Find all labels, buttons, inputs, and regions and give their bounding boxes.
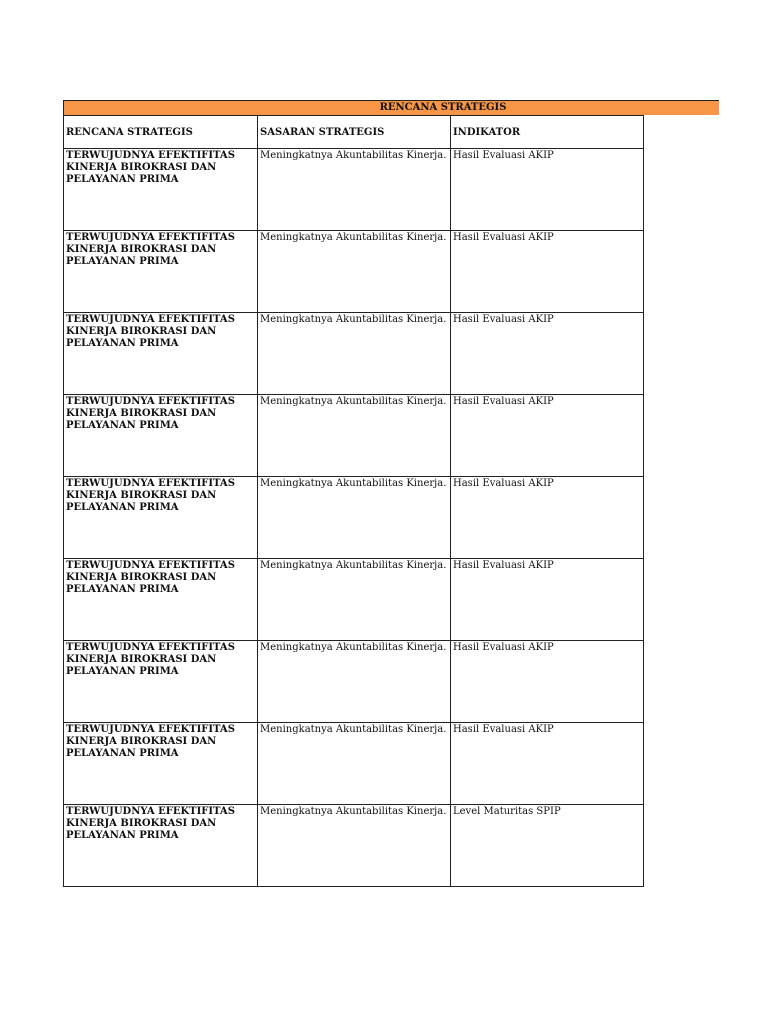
cell-rencana: TERWUJUDNYA EFEKTIFITAS KINERJA BIROKRASI DAN PELAYANAN PRIMA	[64, 559, 258, 641]
cell-sasaran: Meningkatnya Akuntabilitas Kinerja.	[258, 231, 451, 313]
cell-indikator: Level Maturitas SPIP	[451, 805, 644, 887]
cell-rencana: TERWUJUDNYA EFEKTIFITAS KINERJA BIROKRASI DAN PELAYANAN PRIMA	[64, 313, 258, 395]
table-row	[64, 231, 644, 313]
strategic-plan-table	[63, 115, 644, 887]
column-header-indikator: INDIKATOR	[451, 116, 644, 149]
table-row	[64, 723, 644, 805]
cell-indikator: Hasil Evaluasi AKIP	[451, 231, 644, 313]
cell-indikator: Hasil Evaluasi AKIP	[451, 559, 644, 641]
cell-rencana: TERWUJUDNYA EFEKTIFITAS KINERJA BIROKRASI DAN PELAYANAN PRIMA	[64, 641, 258, 723]
table-row	[64, 641, 644, 723]
table-row	[64, 805, 644, 887]
cell-sasaran: Meningkatnya Akuntabilitas Kinerja.	[258, 313, 451, 395]
table-row	[64, 313, 644, 395]
cell-rencana: TERWUJUDNYA EFEKTIFITAS KINERJA BIROKRASI DAN PELAYANAN PRIMA	[64, 805, 258, 887]
table-header-row	[64, 116, 644, 149]
table-body	[64, 116, 644, 887]
cell-sasaran: Meningkatnya Akuntabilitas Kinerja.	[258, 805, 451, 887]
table-row	[64, 395, 644, 477]
cell-indikator: Hasil Evaluasi AKIP	[451, 723, 644, 805]
cell-rencana: TERWUJUDNYA EFEKTIFITAS KINERJA BIROKRASI DAN PELAYANAN PRIMA	[64, 231, 258, 313]
sheet-title: RENCANA STRATEGIS	[379, 102, 507, 113]
cell-sasaran: Meningkatnya Akuntabilitas Kinerja.	[258, 723, 451, 805]
cell-sasaran: Meningkatnya Akuntabilitas Kinerja.	[258, 641, 451, 723]
column-header-rencana: RENCANA STRATEGIS	[64, 116, 258, 149]
cell-indikator: Hasil Evaluasi AKIP	[451, 477, 644, 559]
cell-sasaran: Meningkatnya Akuntabilitas Kinerja.	[258, 477, 451, 559]
cell-indikator: Hasil Evaluasi AKIP	[451, 313, 644, 395]
table-row	[64, 559, 644, 641]
cell-sasaran: Meningkatnya Akuntabilitas Kinerja.	[258, 149, 451, 231]
cell-rencana: TERWUJUDNYA EFEKTIFITAS KINERJA BIROKRASI DAN PELAYANAN PRIMA	[64, 723, 258, 805]
table-row	[64, 477, 644, 559]
cell-indikator: Hasil Evaluasi AKIP	[451, 395, 644, 477]
column-header-sasaran: SASARAN STRATEGIS	[258, 116, 451, 149]
cell-rencana: TERWUJUDNYA EFEKTIFITAS KINERJA BIROKRASI DAN PELAYANAN PRIMA	[64, 395, 258, 477]
table-row	[64, 149, 644, 231]
cell-sasaran: Meningkatnya Akuntabilitas Kinerja.	[258, 395, 451, 477]
cell-sasaran: Meningkatnya Akuntabilitas Kinerja.	[258, 559, 451, 641]
cell-indikator: Hasil Evaluasi AKIP	[451, 149, 644, 231]
cell-indikator: Hasil Evaluasi AKIP	[451, 641, 644, 723]
cell-rencana: TERWUJUDNYA EFEKTIFITAS KINERJA BIROKRASI DAN PELAYANAN PRIMA	[64, 149, 258, 231]
cell-rencana: TERWUJUDNYA EFEKTIFITAS KINERJA BIROKRASI DAN PELAYANAN PRIMA	[64, 477, 258, 559]
